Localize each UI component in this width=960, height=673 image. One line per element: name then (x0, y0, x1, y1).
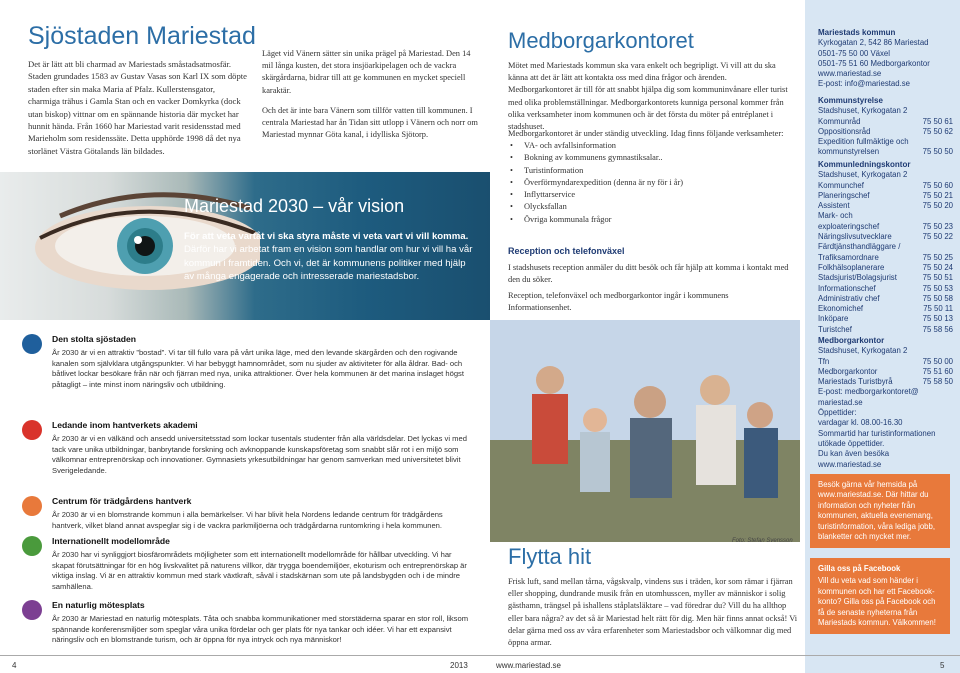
address-line: Stadshuset, Kyrkogatan 2 (818, 346, 908, 356)
footer-year: 2013 (450, 661, 468, 670)
vision-text (184, 230, 474, 284)
phone-role: Informationschef (818, 283, 876, 293)
people-icon (22, 600, 42, 620)
phone-row (818, 147, 953, 157)
footer-divider (0, 655, 960, 656)
phone-role: Kommunråd (818, 116, 861, 126)
phone-number: 75 50 61 (922, 116, 953, 126)
website-link[interactable]: www.mariestad.se (818, 69, 882, 79)
page-title-sjostaden: Sjöstaden Mariestad (28, 22, 256, 50)
facebook-text: Vill du veta vad som händer i kommunen och har ett Facebook-konto? Gilla oss på Facebook och få de senaste nyheterna från Mariestads kommun. Välkommen! (818, 576, 936, 628)
phone-role: Medborgarkontor (818, 366, 878, 376)
phone-number: 75 50 25 (922, 252, 953, 262)
medborgar-intro: Mötet med Mariestads kommun ska vara enkelt och begripligt. Vi vill att du ska känna att det är lätt att kontakta oss med dina frågor och ärenden. Medborgarkontoret är till för att snabbt hjälpa dig som kommuninvånare eller turist med olika problemställningar. Medborgarkontorets kunniga personal kommer från olika verksamheter inom kommunen och är det första du möter på entréplanet i stadshuset. (508, 61, 788, 132)
photo-credit: Foto: Stefan Svensson (732, 538, 793, 544)
phone-number: 75 51 60 (922, 366, 953, 376)
phone-number: 75 50 58 (922, 293, 953, 303)
phone-number: 75 50 00 (922, 356, 953, 366)
phone-row (818, 284, 953, 294)
phone-number: 75 50 50 (922, 147, 953, 157)
phone-role: Inköpare (818, 314, 849, 324)
phone-row (818, 263, 953, 273)
vision-title: Mariestad 2030 – vår vision (184, 196, 405, 216)
contact-kommunledning (818, 160, 953, 335)
phone-number: 75 50 62 (922, 126, 953, 136)
hours-value: vardagar kl. 08.00-16.30 (818, 418, 903, 428)
phone-role: Mark- och (818, 211, 853, 221)
email-link[interactable]: mariestad.se (818, 397, 863, 407)
lake-paragraph-1: Läget vid Vänern sätter sin unika prägel på Mariestad. Den 14 mil långa kusten, det stora insjöarkipelagen och de vackra skärgårdarna, bidrar till att ge kommunen en mycket speciell karaktär. (262, 49, 471, 95)
medborgar-subtitle: Medborgarkontoret är under ständig utveckling. Idag finns följande verksamheter: (508, 129, 784, 138)
phone-role: Näringslivsutvecklare (818, 232, 892, 242)
reception-text: I stadshusets reception anmäler du ditt besök och får hjälp att komma i kontakt med den du söker. (508, 263, 789, 285)
section-hantverk-akademi (22, 420, 472, 476)
page-number-right: 5 (940, 661, 945, 670)
leaf-icon (22, 536, 42, 556)
vision-lead: För att veta vartåt vi ska styra måste vi veta vart vi vill komma. (184, 231, 469, 242)
phone-role: exploateringschef (818, 221, 880, 231)
list-item: • Inflyttarservice (508, 189, 792, 201)
list-item: • VA- och avfallsinformation (508, 140, 792, 152)
section-text: År 2030 är vi en blomstrande kommun i alla bemärkelser. Vi har blivit hela Nordens ledande centrum för trädgårdens hantverk, vilket bland annat avspeglar sig i de vackra parkmiljöerna och trädgårdarna runtomkring i hela kommunen. (52, 510, 443, 530)
phone-role: Planeringschef (818, 190, 870, 200)
phone-row (818, 377, 953, 387)
phone-role: Administrativ chef (818, 293, 880, 303)
section-title: En naturlig mötesplats (52, 600, 145, 610)
phone-row (818, 191, 953, 201)
contact-kommun (818, 28, 953, 90)
list-item: • Turistinformation (508, 165, 792, 177)
phone-row (818, 314, 953, 324)
list-item: • Överförmyndarexpedition (denna är ny för i år) (508, 177, 792, 189)
section-text: År 2030 är Mariestad en naturlig mötesplats. Tåta och snabba kommunikationer med storstäderna sparar en stor roll, liksom spännande konferensmiljöer som speglar våra unika fördelar och ger plats för nya tankar och idéer. Vi har ett expansivt näringsliv och en blomstrande turism, och är öppna för nya intryck och nya människor! (52, 614, 469, 645)
hours-note: Du kan även besöka (818, 449, 890, 459)
section-text: År 2030 har vi synliggjort biosfärområdets möjligheter som ett internationellt modellområde för hållbar utveckling. Vi har skapat förutsättningar för en hög livskvalitet på naturens villkor, där trygga boendemiljöer, ekoturism och entreprenörskap är viktiga inslag. Vi är en attraktiv kommun med stark växtkraft, såväl i stadskärnan som ute på landsbygden och i de mindre samhällena. (52, 550, 467, 591)
phone-role: Folkhälsoplanerare (818, 262, 885, 272)
phone-row (818, 222, 953, 232)
email-link[interactable]: E-post: info@mariestad.se (818, 79, 910, 89)
phone-row (818, 304, 953, 314)
people-illustration (490, 320, 800, 542)
phone-role: Kommunchef (818, 180, 864, 190)
email-link[interactable]: E-post: medborgarkontoret@ (818, 387, 919, 397)
reception-text-2: Reception, telefonväxel och medborgarkontor ingår i kommunens Informationsenhet. (508, 291, 729, 313)
section-text: År 2030 är vi en välkänd och ansedd universitetsstad som lockar tusentals studenter från alla världsdelar. Det lyckas vi med tack vare unika utbildningar, banbrytande forskning och avknoppande kunskapsföretag som snabbt slår rot i en miljö som välkomnar entreprenörskap och innovationer. Gymnasiets yrkesutbildningar har genom samverkan med universitetet blivit Sverigeledande. (52, 434, 467, 475)
apple-icon (22, 420, 42, 440)
phone-number: 75 50 11 (923, 304, 953, 314)
phone-role: Oppositionsråd (818, 126, 871, 136)
phone-number: 75 58 50 (922, 377, 953, 387)
address-line: Kyrkogatan 2, 542 86 Mariestad (818, 38, 929, 48)
phone-role: Stadsjurist/Bolagsjurist (818, 273, 897, 283)
address-line: Stadshuset, Kyrkogatan 2 (818, 170, 908, 180)
website-box: Besök gärna vår hemsida på www.mariestad.se. Där hittar du information och nyheter från kommunen, aktuella evenemang, turistinformation, våra lediga jobb, blanketter och mycket mer. (810, 474, 950, 548)
section-modellomrade (22, 536, 472, 592)
flower-icon (22, 496, 42, 516)
facebook-box (810, 558, 950, 634)
phone-number: 75 50 21 (922, 190, 953, 200)
section-sjostaden (22, 334, 472, 390)
phone-role: Färdtjänsthandläggare / (818, 242, 901, 252)
list-item: • Bokning av kommunens gymnastiksalar.. (508, 152, 792, 164)
phone-row (818, 273, 953, 283)
list-item: • Övriga kommunala frågor (508, 214, 792, 226)
lake-text (262, 48, 482, 149)
phone-role: Expedition fullmäktige och (818, 137, 909, 147)
phone-number: 75 58 56 (922, 324, 953, 334)
hours-label: Öppettider: (818, 408, 857, 418)
lake-paragraph-2: Och det är inte bara Vänern som tillför vatten till kommunen. I centrala Mariestad har ån Tidan sitt utlopp i Vänern och norr om Mariestad mynnar Göta kanal, i idylliska Sjötorp. (262, 105, 478, 140)
phone-row (818, 201, 953, 211)
contact-title: Kommunstyrelse (818, 96, 883, 105)
phone-number: 75 50 22 (922, 232, 953, 242)
section-title: Centrum för trädgårdens hantverk (52, 496, 192, 506)
phone-row (818, 117, 953, 127)
contact-kommunstyrelse (818, 96, 953, 158)
phone-row (818, 127, 953, 137)
contact-title: Mariestads kommun (818, 28, 896, 37)
flytta-hit-text: Frisk luft, sand mellan tårna, vågskvalp, vindens sus i träden, kor som rämar i fjärran eller shopping, dundrande musik från en utomhusscen, myller av människor i solig gästhamn, trängsel på ishallens ståplatsläktare – vad föredrar du? Vill du ha allthop eller bara några? av det så är Mariestad helt rätt för dig. Men här finns annat också! Vi delar gärna med oss av våra erfarenheter som Mariestadsbor och välkomnar dig med öppna armar. (508, 577, 798, 648)
section-title: Internationellt modellområde (52, 536, 170, 546)
phone-row (818, 325, 953, 335)
page-number-left: 4 (12, 661, 17, 670)
phone-row (818, 181, 953, 191)
phone-role: Turistchef (818, 324, 852, 334)
vision-body: Därför har vi arbetat fram en vision som handlar om hur vi vill ha vår kommun i framtiden. Och vi, det är kommunens politiker med hjälp av många engagerade och intresserade mariestadsbor. (184, 244, 473, 283)
section-title: Den stolta sjöstaden (52, 334, 137, 344)
phone-role: Ekonomichef (818, 304, 864, 314)
facebook-title: Gilla oss på Facebook (818, 564, 901, 573)
hours-note: Sommartid har turistinformationen (818, 428, 936, 438)
phone-row (818, 253, 953, 263)
phone-number: 75 50 23 (922, 221, 953, 231)
address-line: Stadshuset, Kyrkogatan 2 (818, 106, 908, 116)
phone-row (818, 357, 953, 367)
phone-role: kommunstyrelsen (818, 147, 880, 157)
phone-row (818, 367, 953, 377)
phone-role: Trafiksamordnare (818, 252, 879, 262)
hours-note: utökade öppettider. (818, 438, 885, 448)
flytta-hit-title: Flytta hit (508, 544, 592, 569)
phone-role: Assistent (818, 201, 850, 211)
page-title-medborgarkontoret: Medborgarkontoret (508, 28, 694, 53)
section-title: Ledande inom hantverkets akademi (52, 420, 198, 430)
service-list (508, 140, 792, 226)
phone-role: Tfn (818, 356, 830, 366)
phone-number: 75 50 24 (922, 262, 953, 272)
website-link[interactable]: www.mariestad.se (818, 459, 882, 469)
phone-line: 0501-75 50 00 Växel (818, 48, 890, 58)
wave-icon (22, 334, 42, 354)
section-text: År 2030 är vi en attraktiv ”bostad”. Vi tar till fullo vara på vårt unika läge, med den levande skärgården och den rogivande kanalen som självklara utgångspunkter. Vi har bebyggt hamnområdet, som nu sjuder av aktiviteter för alla åldrar. Bad- och båtlivet lockar besökare från när och fjärran med nya, unika attraktioner. Över hela kommunen är det marina inslaget högst påtagligt – inte minst inom näringsliv och utbildning. (52, 348, 464, 389)
phone-role: Mariestads Turistbyrå (818, 377, 893, 387)
contact-medborgarkontor (818, 336, 953, 470)
reception-title: Reception och telefonväxel (508, 246, 625, 256)
contact-title: Medborgarkontor (818, 336, 885, 345)
section-motesplats (22, 600, 472, 646)
phone-row (818, 232, 953, 242)
phone-number: 75 50 13 (922, 314, 953, 324)
phone-number: 75 50 60 (922, 180, 953, 190)
phone-row (818, 294, 953, 304)
contact-title: Kommunledningskontor (818, 160, 911, 169)
list-item: • Olycksfallan (508, 201, 792, 213)
footer-url[interactable]: www.mariestad.se (496, 661, 561, 670)
phone-line: 0501-75 51 60 Medborgarkontor (818, 58, 930, 68)
phone-number: 75 50 53 (922, 283, 953, 293)
family-photo (490, 320, 800, 542)
phone-number: 75 50 51 (922, 273, 953, 283)
intro-text: Det är lätt att bli charmad av Mariestads småstadsatmosfär. Staden grundades 1583 av Gustav Vasas son Karl IX som döpte staden efter sin maka Maria af Pfalz. Kullerstensgator, charmiga trähus i Gamla Stan och en vacker Domkyrka (dock utan biskop) vittnar om en spännande historia där mycket har hunnit hända. Från 1660 har Mariestad varit residensstad med Marieholm som residenssäte. Detta upphörde 1998 då det nya storlänet Västra Götalands län bildades. (28, 59, 247, 156)
section-tradgard (22, 496, 472, 531)
phone-number: 75 50 20 (922, 201, 953, 211)
